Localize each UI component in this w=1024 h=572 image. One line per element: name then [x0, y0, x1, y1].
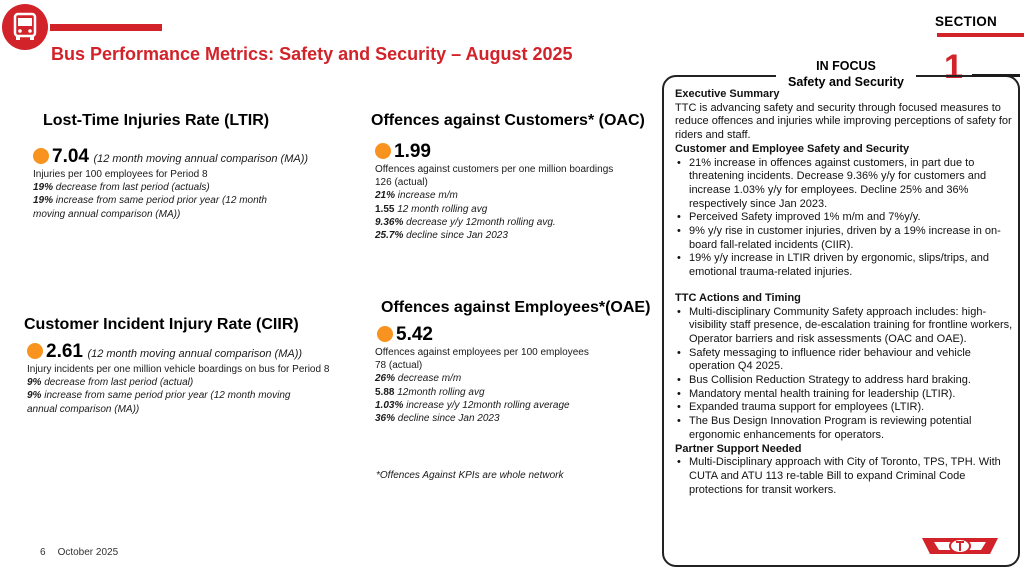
in-focus-content — [675, 88, 1015, 497]
ciir-status-dot — [27, 343, 43, 359]
list-item: • Bus Collision Reduction Strategy to address hard braking. — [675, 374, 1015, 388]
oae-stat: 5.88 12month rolling avg — [375, 386, 485, 398]
oac-stat: 21% increase m/m — [375, 190, 458, 202]
in-focus-accent-bar — [972, 74, 1020, 77]
list-item: • The Bus Design Innovation Program is reviewing potential ergonomic enhancements for operators. — [675, 415, 1015, 442]
safety-list — [675, 157, 1015, 280]
oac-value-row — [375, 141, 431, 163]
ciir-stat: 9% decrease from last period (actual) — [27, 377, 194, 389]
section-accent-bar — [937, 33, 1024, 37]
oae-stat: 26% decrease m/m — [375, 373, 462, 385]
list-item: • Multi-Disciplinary approach with City of Toronto, TPS, TPH. With CUTA and ATU 113 re-table Bill to expand Criminal Code protections for transit workers. — [675, 456, 1015, 497]
section-number: 1 — [944, 48, 963, 86]
oae-heading: Offences against Employees*(OAE) — [381, 299, 651, 316]
partner-heading: Partner Support Needed — [675, 442, 802, 455]
ltir-ma-note: (12 month moving annual comparison (MA)) — [93, 153, 309, 165]
footer — [40, 547, 130, 558]
oac-desc: Offences against customers per one million boardings — [375, 164, 614, 175]
oac-value: 1.99 — [394, 141, 431, 162]
ciir-desc: Injury incidents per one million vehicle boardings on bus for Period 8 — [27, 364, 330, 375]
oae-stat: 1.03% increase y/y 12month rolling average — [375, 399, 570, 411]
oae-details — [375, 346, 589, 425]
ltir-stat-tail: moving annual comparison (MA)) — [33, 208, 181, 220]
ciir-ma-note: (12 month moving annual comparison (MA)) — [87, 348, 303, 360]
ciir-value: 2.61 — [46, 341, 83, 362]
oac-stat: 9.36% decrease y/y 12month rolling avg. — [375, 216, 556, 228]
footnote: *Offences Against KPIs are whole network — [376, 470, 564, 481]
section-label: SECTION — [935, 14, 998, 29]
footer-date: October 2025 — [57, 547, 119, 558]
oac-stat: 1.55 12 month rolling avg — [375, 203, 488, 215]
ltir-desc: Injuries per 100 employees for Period 8 — [33, 169, 208, 180]
ltir-stat: 19% decrease from last period (actuals) — [33, 182, 210, 194]
oac-status-dot — [375, 143, 391, 159]
list-item: • Expanded trauma support for employees (LTIR). — [675, 401, 1015, 415]
list-item: • Multi-disciplinary Community Safety approach includes: high-visibility staff presence, de-escalation training for frontline workers, Operator barriers and risk assessments (OAC and OAE). — [675, 306, 1015, 347]
ciir-value-row — [27, 341, 302, 363]
exec-summary-text: TTC is advancing safety and security through focused measures to reduce offences and injuries while improving perceptions of safety for riders and staff. — [675, 101, 1012, 142]
in-focus-label: IN FOCUS — [816, 59, 876, 73]
oae-value: 5.42 — [396, 324, 433, 345]
header-accent-bar — [50, 24, 162, 31]
ltir-value: 7.04 — [52, 146, 89, 167]
ltir-stat: 19% increase from same period prior year (12 month — [33, 195, 267, 207]
oae-stat: 36% decline since Jan 2023 — [375, 413, 500, 425]
ciir-stat: 9% increase from same period prior year (12 month moving — [27, 390, 291, 402]
ltir-status-dot — [33, 148, 49, 164]
exec-summary-heading: Executive Summary — [675, 88, 780, 100]
oac-heading: Offences against Customers* (OAC) — [371, 112, 645, 129]
actions-list — [675, 306, 1015, 443]
list-item: • Safety messaging to influence rider behaviour and vehicle operation Q4 2025. — [675, 347, 1015, 374]
oac-stat: 25.7% decline since Jan 2023 — [375, 230, 508, 242]
actions-heading: TTC Actions and Timing — [675, 291, 801, 304]
ltir-value-row — [33, 146, 308, 168]
list-item: • Mandatory mental health training for leadership (LTIR). — [675, 388, 1015, 402]
oae-value-row — [377, 324, 433, 346]
ltir-heading: Lost-Time Injuries Rate (LTIR) — [43, 112, 270, 129]
safety-heading: Customer and Employee Safety and Security — [675, 142, 910, 155]
list-item: • 21% increase in offences against customers, in part due to threatening incidents. Decrease 9.36% y/y for customers and increase 1.03% y/y for employees. Decline 25% and 36% respectively since Jan 2023. — [675, 157, 1015, 212]
ciir-stat-tail: annual comparison (MA)) — [27, 403, 140, 415]
in-focus-topic: Safety and Security — [787, 75, 904, 89]
page-title: Bus Performance Metrics: Safety and Security – August 2025 — [51, 44, 573, 64]
list-item: • 9% y/y rise in customer injuries, driven by a 19% increase in on-board fall-related incidents (CIIR). — [675, 225, 1015, 252]
bus-icon — [2, 4, 48, 50]
ltir-details — [33, 168, 267, 221]
oac-actual: 126 (actual) — [375, 177, 428, 189]
ciir-details — [27, 363, 329, 416]
ciir-heading: Customer Incident Injury Rate (CIIR) — [24, 316, 299, 333]
oae-desc: Offences against employees per 100 employees — [375, 347, 589, 358]
oac-details — [375, 163, 613, 242]
list-item: • 19% y/y increase in LTIR driven by ergonomic, slips/trips, and emotional trauma-related injuries. — [675, 252, 1015, 279]
oae-status-dot — [377, 326, 393, 342]
partner-list — [675, 456, 1015, 497]
page-number: 6 — [40, 547, 46, 558]
in-focus-title — [776, 58, 916, 90]
list-item: • Perceived Safety improved 1% m/m and 7%y/y. — [675, 211, 1015, 225]
oae-actual: 78 (actual) — [375, 360, 423, 372]
ttc-logo-icon — [920, 532, 1000, 558]
